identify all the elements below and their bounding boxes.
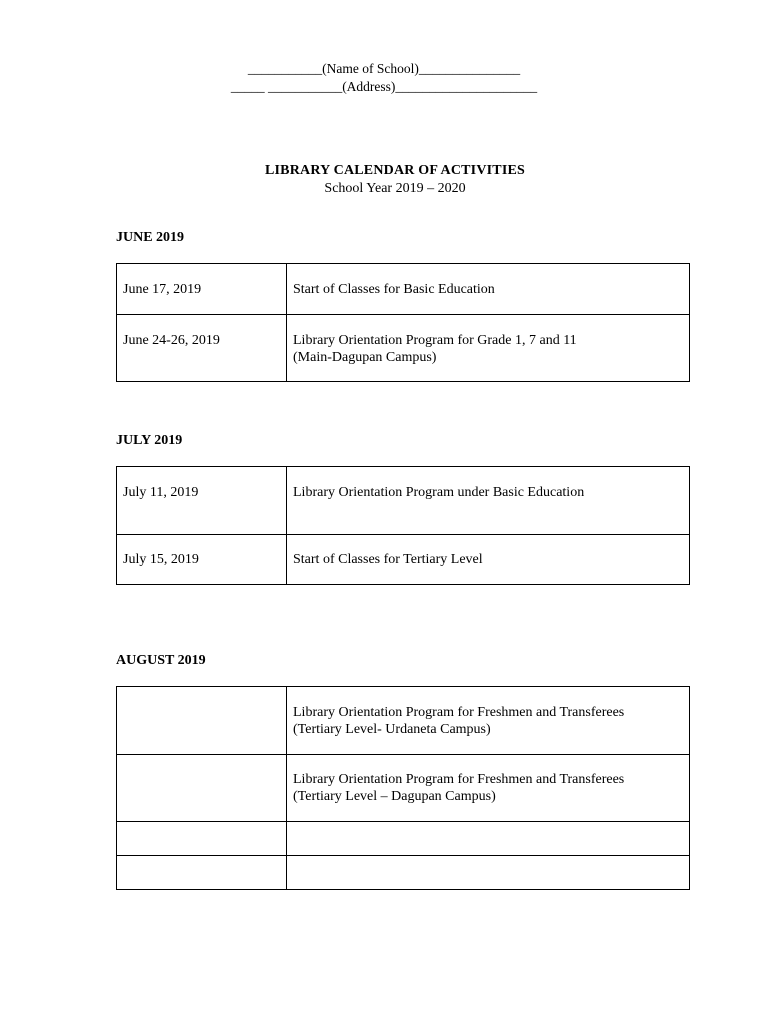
- calendar-table-august: [116, 686, 690, 890]
- activity-cell: Start of Classes for Tertiary Level: [287, 535, 690, 585]
- activity-cell: [287, 822, 690, 856]
- table-row: [117, 755, 690, 822]
- activity-cell: Library Orientation Program under Basic Education: [287, 467, 690, 535]
- activity-cell: Library Orientation Program for Freshmen and Transferees (Tertiary Level- Urdaneta Campus): [287, 687, 690, 755]
- date-cell: July 15, 2019: [117, 535, 287, 585]
- date-cell: June 24-26, 2019: [117, 315, 287, 382]
- table-row: [117, 687, 690, 755]
- school-name-line: ___________(Name of School)_______________: [247, 61, 521, 76]
- table-row: [117, 315, 690, 382]
- month-heading-june: JUNE 2019: [116, 230, 185, 245]
- date-cell: [117, 856, 287, 890]
- calendar-table-june: [116, 263, 690, 382]
- calendar-table-july: [116, 466, 690, 585]
- table-row: [117, 822, 690, 856]
- document-subtitle: School Year 2019 – 2020: [324, 181, 466, 196]
- month-heading-august: AUGUST 2019: [116, 653, 206, 668]
- address-line: _____ ___________(Address)_____________________: [230, 79, 538, 94]
- activity-cell: [287, 856, 690, 890]
- date-cell: June 17, 2019: [117, 264, 287, 315]
- date-cell: [117, 822, 287, 856]
- month-heading-july: JULY 2019: [116, 433, 183, 448]
- date-cell: July 11, 2019: [117, 467, 287, 535]
- table-row: [117, 264, 690, 315]
- date-cell: [117, 755, 287, 822]
- activity-cell: Library Orientation Program for Grade 1, 7 and 11 (Main-Dagupan Campus): [287, 315, 690, 382]
- document-title: LIBRARY CALENDAR OF ACTIVITIES: [264, 163, 526, 178]
- date-cell: [117, 687, 287, 755]
- activity-cell: Start of Classes for Basic Education: [287, 264, 690, 315]
- activity-cell: Library Orientation Program for Freshmen and Transferees (Tertiary Level – Dagupan Campus): [287, 755, 690, 822]
- table-row: [117, 535, 690, 585]
- table-row: [117, 856, 690, 890]
- table-row: [117, 467, 690, 535]
